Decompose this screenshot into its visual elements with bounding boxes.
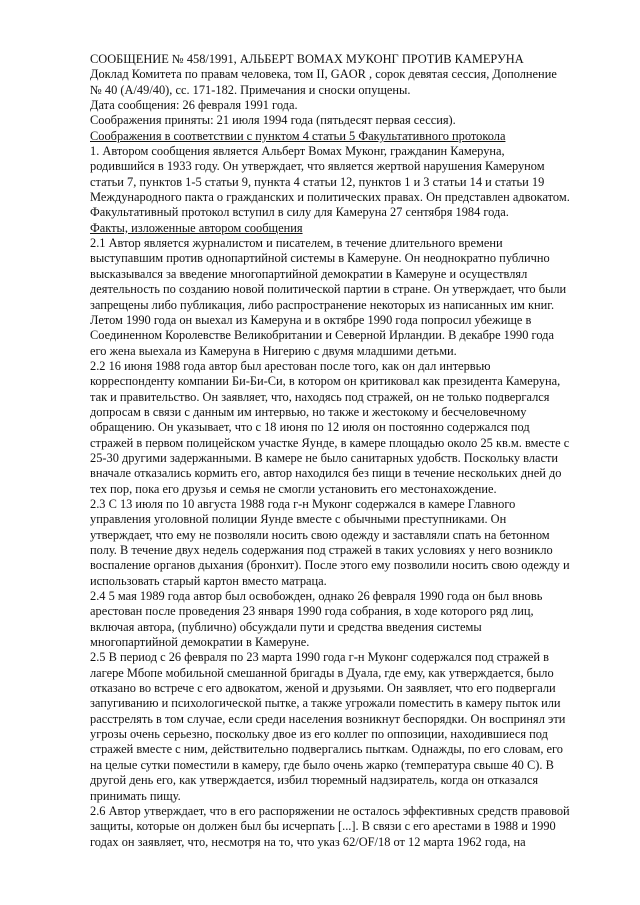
section-heading-facts: Факты, изложенные автором сообщения [90,220,303,235]
paragraph-1: 1. Автором сообщения является Альберт Вомах Муконг, гражданин Камеруна, родившийся в 1933 году. Он утверждает, что является жертвой нарушения Камеруном статьи 7, пунктов 1-5 статьи 9, пункта 4 статьи 12, пунктов 1 и 3 статьи 14 и статьи 19 Международного пакта о гражданских и политических правах. Он представлен адвокатом. Факультативный протокол вступил в силу для Камеруна 27 сентября 1984 года. [90,144,570,220]
paragraph-2-6: 2.6 Автор утверждает, что в его распоряжении не осталось эффективных средств правовой защиты, которые он должен был бы исчерпать [...]. В связи с его арестами в 1988 и 1990 годах он заявляет, что, несмотря на то, что указ 62/OF/18 от 12 марта 1962 года, на [90,803,570,849]
submission-date: Дата сообщения: 26 февраля 1991 года. [90,98,298,113]
paragraph-2-4: 2.4 5 мая 1989 года автор был освобожден, однако 26 февраля 1990 года он был вновь арестован после проведения 23 января 1990 года собрания, в ходе которого ряд лиц, включая автора, (публично) обсуждали пути и средства введения системы многопартийной демократии в Камеруне. [90,589,543,650]
paragraph-2-1: 2.1 Автор является журналистом и писателем, в течение длительного времени выступавшим против однопартийной системы в Камеруне. Он неоднократно публично высказывался за введение многопартийной демократии в Камеруне и осуществлял деятельность по созданию новой политической партии в стране. Он утверждает, что были запрещены либо публикация, либо распространение некоторых из написанных им книг. Летом 1990 года он выехал из Камеруна и в октябре 1990 года попросил убежище в Соединенном Королевстве Великобритании и Северной Ирландии. В декабре 1990 года его жена выехала из Камеруна в Нигерию с двумя младшими детьми. [90,236,567,358]
document-page [90,52,570,850]
paragraph-2-2: 2.2 16 июня 1988 года автор был арестован после того, как он дал интервью корреспонденту компании Би-Би-Си, в котором он критиковал как президента Камеруна, так и правительство. Он заявляет, что, находясь под стражей, он не только подвергался допросам в связи с данным им интервью, но также и жестокому и бесчеловечному обращению. Он указывает, что с 18 июня по 12 июля он постоянно содержался под стражей в первом полицейском участке Яунде, в камере площадью около 25 кв.м. вместе с 25-30 другими задержанными. В камере не было санитарных удобств. Поскольку власти вначале отказались кормить его, автор находился без пищи в течение нескольких дней до тех пор, пока его друзья и семья не смогли установить его местонахождение. [90,358,570,496]
adoption-date: Соображения приняты: 21 июля 1994 года (пятьдесят первая сессия). [90,113,456,128]
document-title: СООБЩЕНИЕ № 458/1991, АЛЬБЕРТ ВОМАХ МУКОНГ ПРОТИВ КАМЕРУНА [90,52,524,66]
report-source: Доклад Комитета по правам человека, том II, GAOR , сорок девятая сессия, Дополнение № 40 (A/49/40), сс. 171-182. Примечания и сноски опущены. [90,67,557,97]
paragraph-2-3: 2.3 С 13 июля по 10 августа 1988 года г-н Муконг содержался в камере Главного управления уголовной полиции Яунде вместе с обычными преступниками. Он утверждает, что ему не позволяли носить свою одежду и заставляли спать на бетонном полу. В течение двух недель содержания под стражей в таких условиях у него возникло воспаление органов дыхания (бронхит). После этого ему позволили носить свою одежду и использовать старый картон вместо матраца. [90,496,570,588]
section-heading-views: Соображения в соответствии с пунктом 4 статьи 5 Факультативного протокола [90,128,506,143]
paragraph-2-5: 2.5 В период с 26 февраля по 23 марта 1990 года г-н Муконг содержался под стражей в лагере Мбопе мобильной смешанной бригады в Дуала, где ему, как утверждается, было отказано во встрече с его адвокатом, женой и друзьями. Он заявляет, что его подвергали запугиванию и психологической пытке, а также угрожали поместить в камеру пыток или расстрелять в том случае, если среди населения возникнут беспорядки. Он воспринял эти угрозы очень серьезно, поскольку двое из его коллег по оппозиции, находившиеся под стражей вместе с ним, действительно подвергались пыткам. Однажды, по его словам, его на целые сутки поместили в камеру, где было очень жарко (температура свыше 40 С). В другой день его, как утверждается, избил тюремный надзиратель, когда он отказался принимать пищу. [90,650,566,803]
